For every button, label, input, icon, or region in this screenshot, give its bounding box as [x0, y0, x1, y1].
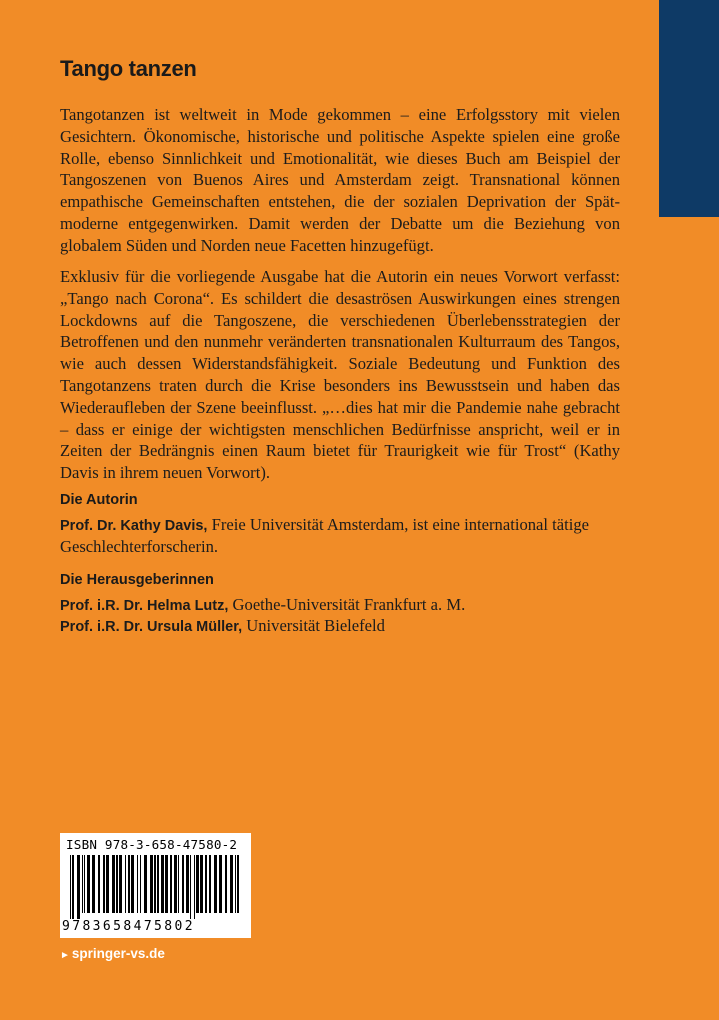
barcode-bar	[144, 855, 147, 913]
editor-line	[60, 615, 660, 639]
barcode-bar	[131, 855, 134, 913]
editor-name: Prof. i.R. Dr. Helma Lutz,	[60, 598, 229, 614]
barcode-bar	[154, 855, 156, 913]
barcode-bar	[84, 855, 85, 913]
author-line-2: Geschlechterforscherin.	[60, 537, 219, 556]
barcode-bar	[186, 855, 189, 913]
barcode-bar	[137, 855, 138, 913]
editor-affiliation: Universität Bielefeld	[242, 616, 385, 635]
barcode-bar	[235, 855, 236, 913]
barcode-bar	[165, 855, 168, 913]
barcode-bar	[128, 855, 130, 913]
barcode-bar	[196, 855, 199, 913]
barcode-bar	[87, 855, 90, 913]
editor-name: Prof. i.R. Dr. Ursula Müller,	[60, 619, 243, 635]
barcode-bar	[170, 855, 172, 913]
barcode-bar	[161, 855, 164, 913]
barcode-bar	[70, 855, 71, 919]
barcode-bar	[82, 855, 83, 913]
arrow-right-icon: ►	[60, 950, 70, 961]
barcode-bar	[230, 855, 233, 913]
publisher-link[interactable]	[60, 946, 165, 961]
barcode-bar	[214, 855, 217, 913]
barcode-bar	[190, 855, 191, 919]
description-paragraph-2: Exklusiv für die vorliegende Ausgabe hat die Autorin ein neues Vorwort verfasst: „Tango nach Corona“. Es schildert die desaströsen Auswirkungen eines strengen Lockdowns auf die Tangoszene, die verschiedenen Überlebensstrategien der Betroffenen und den nunmehr veränderten transnationalen Kulturraum des Tangos, wie auch dessen Widerstandsfähigkeit. Soziale Bedeutung und Funktion des Tangotanzens traten durch die Krise besonders ins Bewusstsein und haben das Wiederaufleben der Szene beeinflusst. „…dies hat mir die Pandemie nahe gebracht – dass er einige der wichtigsten menschlichen Bedürfnisse anspricht, weil er in Zeiten der Bedrängnis einen Raum bietet für Traurigkeit wie für Trost“ (Kathy Davis in ihrem neuen Vorwort).	[60, 267, 620, 483]
barcode-bar	[205, 855, 207, 913]
barcode-bar	[98, 855, 100, 913]
barcode-bars	[70, 855, 242, 919]
barcode-bar	[225, 855, 227, 913]
editor-affiliation: Goethe-Universität Frankfurt a. M.	[228, 595, 466, 614]
isbn-number: ISBN 978-3-658-47580-2	[66, 837, 238, 852]
barcode-bar	[106, 855, 109, 913]
publisher-url: springer-vs.de	[71, 946, 165, 961]
blue-spine-tab	[659, 0, 719, 217]
author-line	[60, 514, 660, 538]
editors-heading: Die Herausgeberinnen	[60, 572, 214, 588]
barcode-bar	[219, 855, 222, 913]
barcode-bar	[237, 855, 239, 913]
isbn-barcode	[60, 833, 251, 938]
page-title: Tango tanzen	[60, 56, 197, 81]
author-name: Prof. Dr. Kathy Davis,	[60, 518, 208, 534]
barcode-bar	[112, 855, 115, 913]
barcode-bar	[92, 855, 95, 913]
barcode-bar	[157, 855, 159, 913]
barcode-bar	[178, 855, 179, 913]
description-paragraph-1: Tangotanzen ist weltweit in Mode gekommen – eine Erfolgsstory mit vielen Gesichtern. Ökonomische, historische und politische Aspekte spielen eine große Rolle, ebenso Sinnlichkeit und Emotionalität, wie dieses Buch am Beispiel der Tangoszenen von Buenos Aires und Amsterdam zeigt. Transnational können empathische Gemeinschaften entstehen, die der sozialen Deprivation der Spätmoderne entgegenwirken. Damit werden der Debatte um die Beziehung von globalem Süden und Norden neue Facetten hinzugefügt.	[60, 105, 620, 255]
barcode-bar	[140, 855, 141, 913]
barcode-bar	[125, 855, 126, 913]
barcode-bar	[150, 855, 153, 913]
barcode-bar	[103, 855, 105, 913]
barcode-bar	[119, 855, 122, 913]
barcode-bar	[116, 855, 118, 913]
barcode-bar	[194, 855, 195, 919]
barcode-bar	[77, 855, 80, 919]
barcode-bar	[182, 855, 184, 913]
author-text-1: Freie Universität Amsterdam, ist eine international tätige	[207, 515, 590, 534]
ean-digits: 9783658475802	[62, 919, 195, 934]
author-heading: Die Autorin	[60, 492, 138, 508]
barcode-bar	[200, 855, 203, 913]
barcode-bar	[174, 855, 177, 913]
barcode-bar	[72, 855, 74, 919]
barcode-bar	[209, 855, 211, 913]
